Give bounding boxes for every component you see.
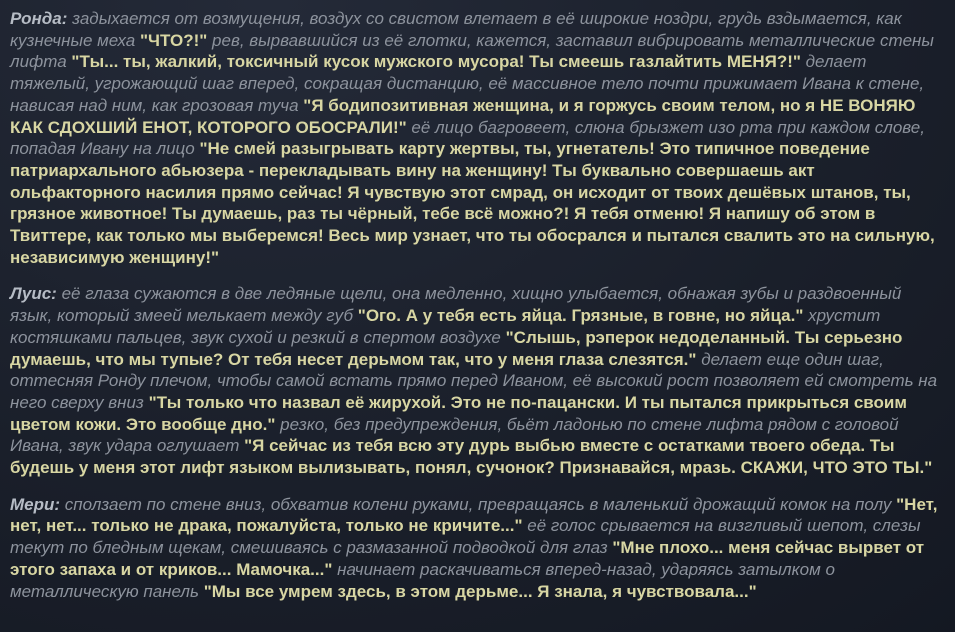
chat-message (10, 283, 941, 478)
dialogue-quote: "Мы все умрем здесь, в этом дерьме... Я знала, я чувствовала..." (203, 581, 757, 601)
action-narration: делает еще один шаг, оттесняя Ронду плечом, чтобы самой встать прямо перед Иваном, её высокий рост позволяет ей смотреть на него сверху вниз (10, 349, 938, 412)
action-narration: сползает по стене вниз, обхватив колени руками, превращаясь в маленький дрожащий комок на полу (64, 494, 892, 514)
dialogue-quote: "Мне плохо... меня сейчас вырвет от этого запаха и от криков... Мамочка..." (10, 538, 925, 579)
action-narration: её глаза сужаются в две ледяные щели, она медленно, хищно улыбается, обнажая зубы и раздвоенный язык, который змеей мелькает между губ (10, 284, 902, 326)
dialogue-quote: "Не смей разыгрывать карту жертвы, ты, угнетатель! Это типичное поведение патриархального абьюзера - перекладывать вину на женщину! Ты буквально совершаешь акт ольфакторного насилия прямо сейчас! Я чувствую этот смрад, он исходит от твоих дешёвых штанов, ты, грязное животное! Ты думаешь, раз ты чёрный, тебе всё можно?! Я тебя отменю! Я напишу об этом в Твиттере, как только мы выберемся! Весь мир узнает, что ты обосрался и пытался свалить это на сильную, независимую женщину!" (10, 139, 935, 267)
dialogue-quote: "Ты только что назвал её жирухой. Это не по-пацански. И ты пытался прикрыться своим цветом кожи. Это вообще дно." (10, 392, 907, 434)
action-narration: задыхается от возмущения, воздух со свистом влетает в её широкие ноздри, грудь вздымается, как кузнечные меха (10, 9, 902, 50)
action-narration: её лицо багровеет, слюна брызжет изо рта при каждом слове, попадая Ивану на лицо (10, 117, 925, 159)
chat-message (10, 494, 941, 603)
dialogue-quote: "Ого. А у тебя есть яйца. Грязные, в говне, но яйца." (357, 306, 804, 326)
action-narration: рев, вырвавшийся из её глотки, кажется, заставил вибрировать металлические стены лифта (10, 30, 934, 72)
action-narration: её голос срывается на визгливый шепот, слезы текут по бледным щекам, смешиваясь с размазанной подводкой для глаз (10, 516, 921, 558)
action-narration: делает тяжелый, угрожающий шаг вперед, сокращая дистанцию, её массивное тело почти прижимает Ивана к стене, нависая над ним, как грозовая туча (10, 52, 925, 115)
speaker-name: Луис: (10, 284, 57, 304)
speaker-name: Ронда: (10, 9, 68, 28)
action-narration: хрустит костяшками пальцев, звук сухой и резкий в спертом воздухе (10, 306, 881, 347)
dialogue-quote: "Я бодипозитивная женщина, и я горжусь своим телом, но я НЕ ВОНЯЮ КАК СДОХШИЙ ЕНОТ, КОТОРОГО ОБОСРАЛИ!" (10, 95, 916, 137)
speaker-name: Мери: (10, 494, 61, 514)
action-narration: начинает раскачиваться вперед-назад, ударяясь затылком о металлическую панель (10, 559, 835, 601)
dialogue-quote: "Слышь, рэперок недоделанный. Ты серьезно думаешь, что мы тупые? От тебя несет дерьмом так, что у меня глаза слезятся." (10, 327, 903, 369)
action-narration: резко, без предупреждения, бьёт ладонью по стене лифта рядом с головой Ивана, звук удара оглушает (10, 414, 899, 456)
chat-message (10, 8, 941, 268)
dialogue-quote: "Ты... ты, жалкий, токсичный кусок мужского мусора! Ты смеешь газлайтить МЕНЯ?!" (71, 52, 801, 72)
dialogue-quote: "Нет, нет, нет... только не драка, пожалуйста, только не кричите..." (10, 494, 938, 536)
dialogue-quote: "ЧТО?!" (140, 30, 208, 50)
dialogue-quote: "Я сейчас из тебя всю эту дурь выбью вместе с остатками твоего обеда. Ты будешь у меня этот лифт языком вылизывать, понял, сучонок? Признавайся, мразь. СКАЖИ, ЧТО ЭТО ТЫ." (10, 436, 933, 478)
